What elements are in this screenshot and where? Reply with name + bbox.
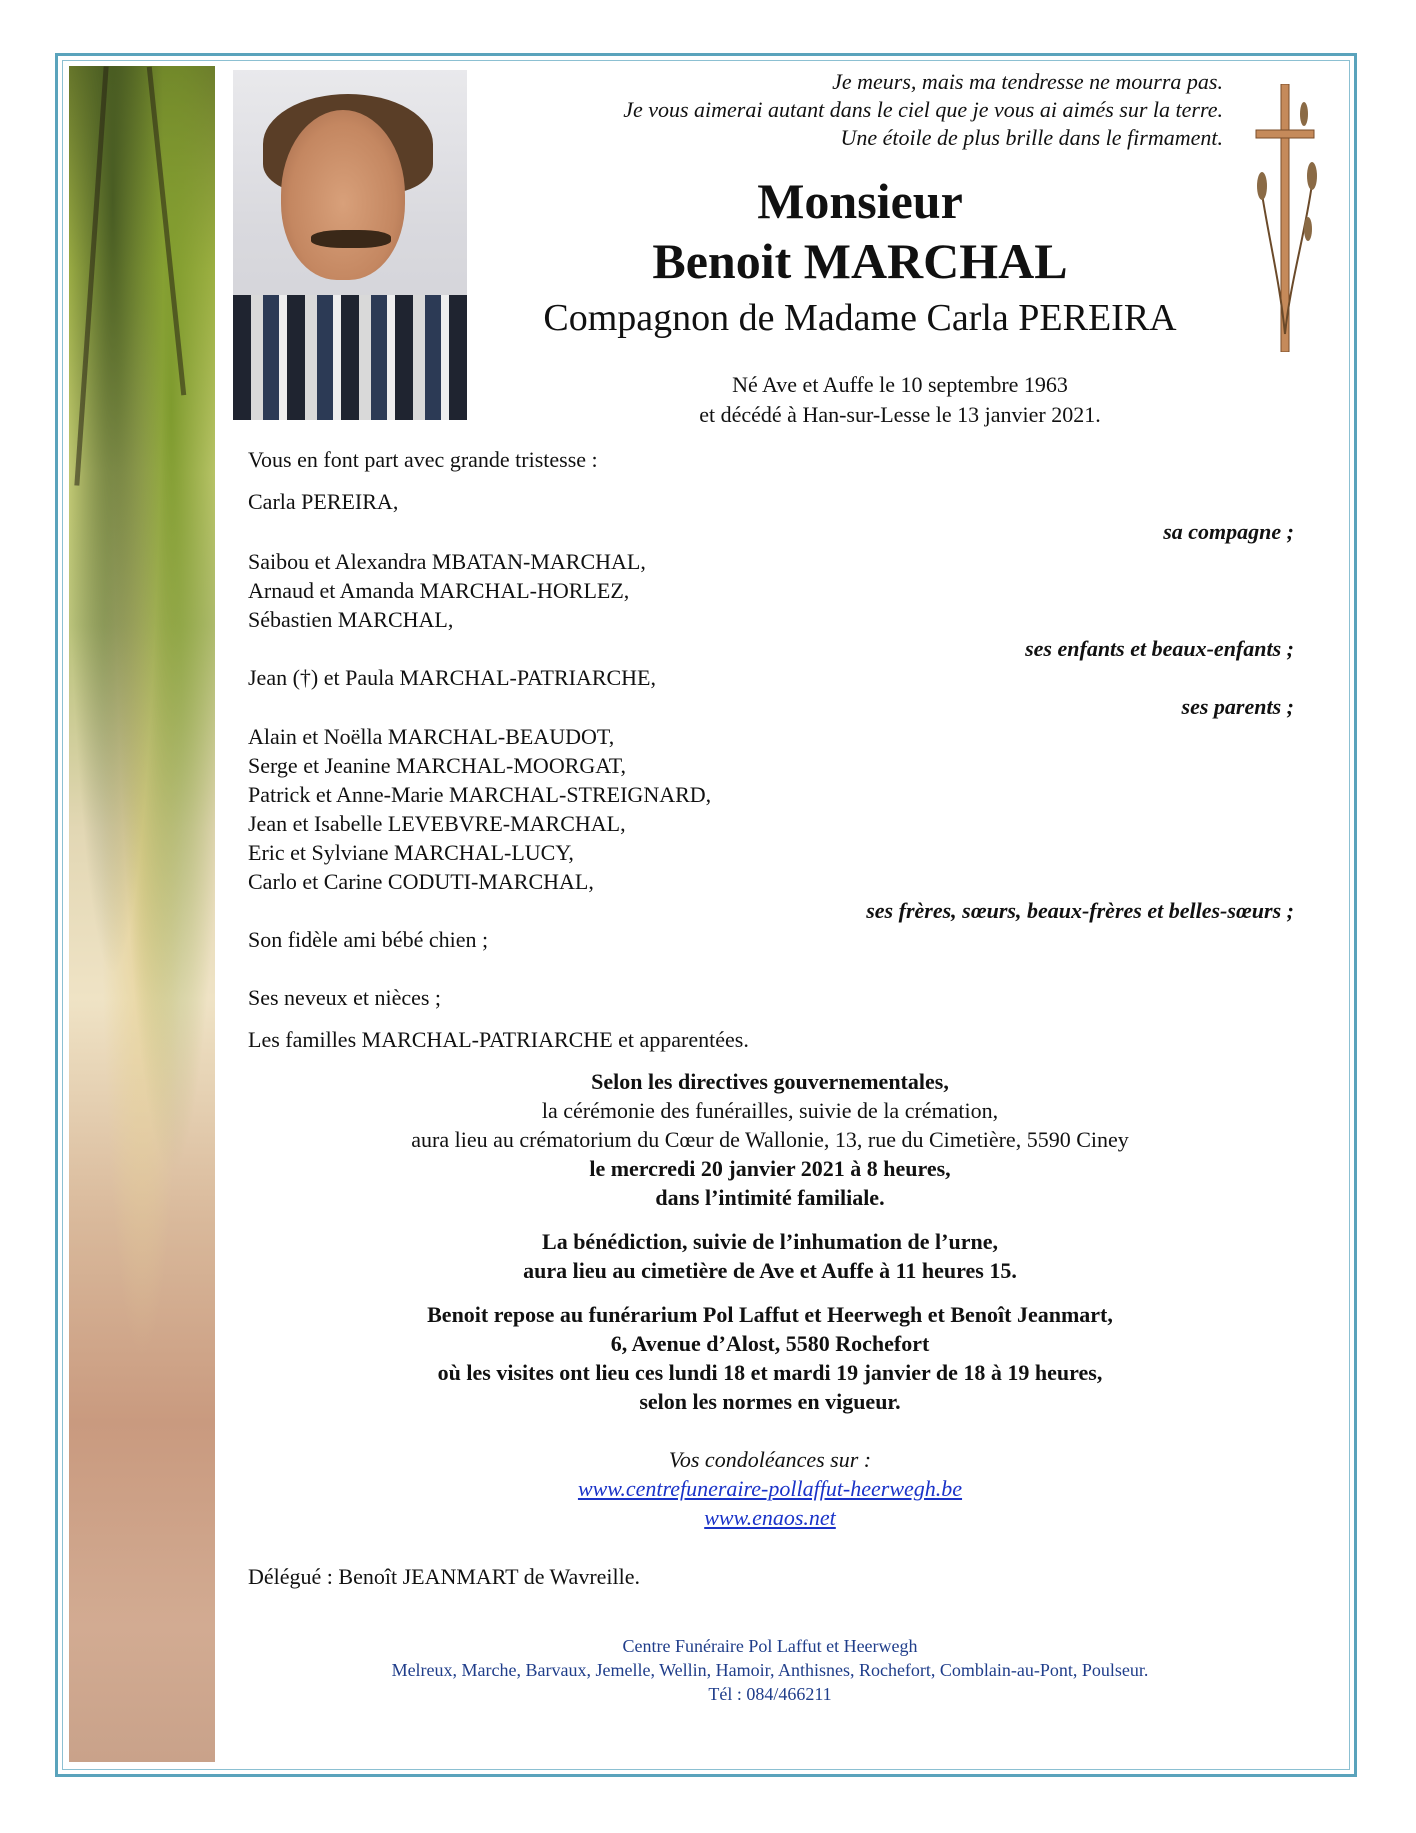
blessing-line: aura lieu au cimetière de Ave et Auffe à 11 heures 15. — [523, 1258, 1017, 1283]
family-name: Jean (†) et Paula MARCHAL-PATRIARCHE, — [248, 665, 656, 690]
ceremony-line: aura lieu au crématorium du Cœur de Wallonie, 13, rue du Cimetière, 5590 Ciney — [411, 1127, 1129, 1152]
portrait-photo — [233, 70, 467, 420]
opening-quote — [623, 68, 1223, 152]
birth-line: Né Ave et Auffe le 10 septembre 1963 — [732, 372, 1068, 397]
delegate-text: Délégué : Benoît JEANMART de Wavreille. — [248, 1564, 641, 1589]
family-name: Patrick et Anne-Marie MARCHAL-STREIGNARD, — [248, 782, 712, 807]
ceremony-line: la cérémonie des funérailles, suivie de la crémation, — [541, 1098, 999, 1123]
family-name: Eric et Sylviane MARCHAL-LUCY, — [248, 840, 574, 865]
funeral-center-link[interactable]: www.centrefuneraire-pollaffut-heerwegh.be — [577, 1476, 963, 1501]
family-other: Son fidèle ami bébé chien ; — [248, 927, 489, 952]
family-name: Carlo et Carine CODUTI-MARCHAL, — [248, 869, 594, 894]
relation-label: ses enfants et beaux-enfants ; — [1025, 636, 1294, 661]
family-other: Ses neveux et nièces ; — [248, 985, 442, 1010]
condolences-label: Vos condoléances sur : — [668, 1447, 872, 1472]
forest-path-image — [69, 66, 215, 1762]
relation-label: sa compagne ; — [1163, 519, 1294, 544]
family-name: Serge et Jeanine MARCHAL-MOORGAT, — [248, 753, 627, 778]
relation-label: ses parents ; — [1181, 694, 1294, 719]
blessing-line: La bénédiction, suivie de l’inhumation de l’urne, — [542, 1229, 998, 1254]
visits-line: Benoit repose au funérarium Pol Laffut et Heerwegh et Benoît Jeanmart, — [427, 1302, 1113, 1327]
visits-line: selon les normes en vigueur. — [639, 1389, 901, 1414]
quote-line: Une étoile de plus brille dans le firmament. — [840, 125, 1223, 150]
ceremony-line: Selon les directives gouvernementales, — [591, 1069, 949, 1094]
family-name: Arnaud et Amanda MARCHAL-HORLEZ, — [248, 578, 630, 603]
footer-phone: Tél : 084/466211 — [708, 1684, 832, 1704]
condolences-block — [248, 1445, 1292, 1532]
visits-block — [248, 1300, 1292, 1416]
relation-label: ses frères, sœurs, beaux-frères et belles-sœurs ; — [866, 898, 1294, 923]
partner-line: Compagnon de Madame Carla PEREIRA — [543, 297, 1177, 339]
family-name: Sébastien MARCHAL, — [248, 607, 454, 632]
blessing-block — [248, 1227, 1292, 1285]
intro-text: Vous en font part avec grande tristesse : — [248, 447, 598, 472]
deceased-name: Benoit MARCHAL — [652, 233, 1068, 289]
footer — [248, 1634, 1292, 1706]
birth-death-dates — [600, 370, 1200, 430]
ceremony-line: le mercredi 20 janvier 2021 à 8 heures, — [589, 1156, 951, 1181]
enaos-link[interactable]: www.enaos.net — [704, 1505, 836, 1530]
ceremony-line: dans l’intimité familiale. — [655, 1185, 885, 1210]
family-name: Jean et Isabelle LEVEBVRE-MARCHAL, — [248, 811, 626, 836]
visits-line: où les visites ont lieu ces lundi 18 et mardi 19 janvier de 18 à 19 heures, — [437, 1360, 1103, 1385]
quote-line: Je vous aimerai autant dans le ciel que je vous ai aimés sur la terre. — [623, 97, 1223, 122]
ceremony-block — [248, 1067, 1292, 1212]
family-name: Saibou et Alexandra MBATAN-MARCHAL, — [248, 549, 646, 574]
honorific: Monsieur — [757, 173, 963, 229]
family-name: Alain et Noëlla MARCHAL-BEAUDOT, — [248, 724, 615, 749]
family-other: Les familles MARCHAL-PATRIARCHE et apparentées. — [248, 1027, 749, 1052]
footer-company: Centre Funéraire Pol Laffut et Heerwegh — [622, 1636, 918, 1656]
visits-line: 6, Avenue d’Alost, 5580 Rochefort — [610, 1331, 930, 1356]
family-name: Carla PEREIRA, — [248, 489, 399, 514]
cross-with-wheat-icon — [1250, 84, 1320, 352]
death-line: et décédé à Han-sur-Lesse le 13 janvier 2021. — [699, 402, 1101, 427]
quote-line: Je meurs, mais ma tendresse ne mourra pas. — [832, 69, 1223, 94]
footer-locations: Melreux, Marche, Barvaux, Jemelle, Wellin, Hamoir, Anthisnes, Rochefort, Comblain-au-Pont, Poulseur. — [391, 1660, 1149, 1680]
